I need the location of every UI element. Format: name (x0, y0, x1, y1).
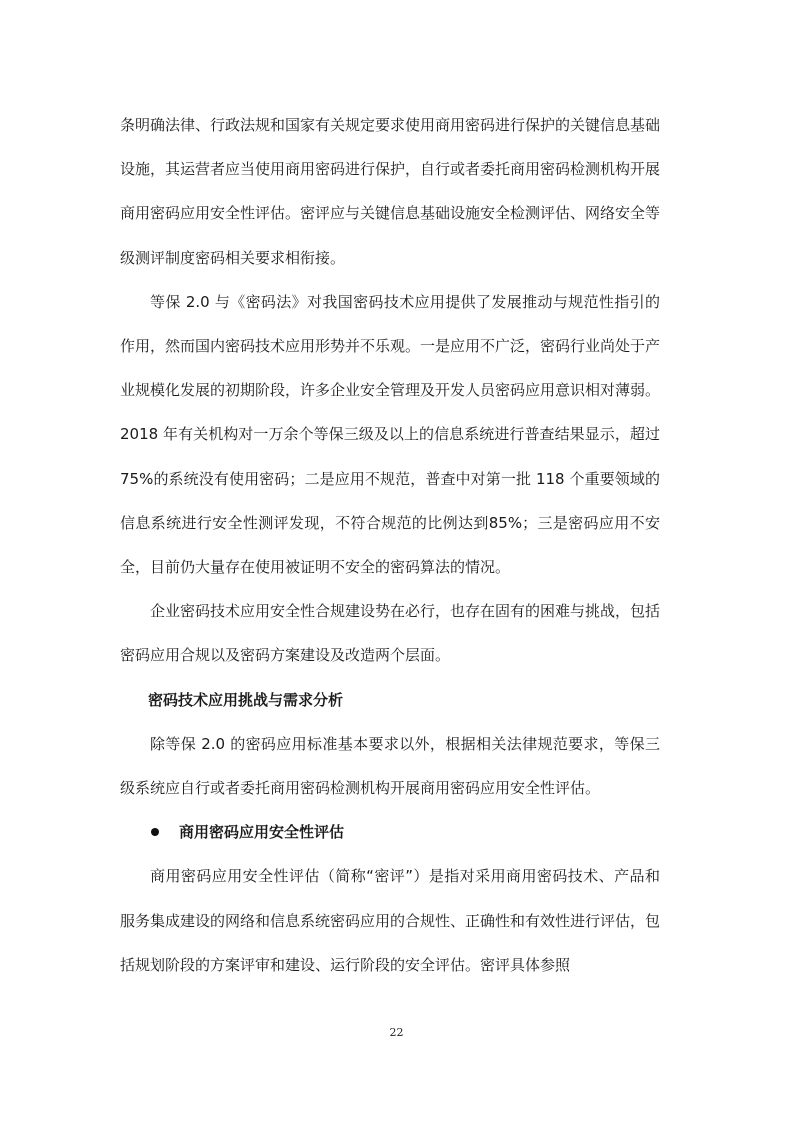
page-number: 22 (389, 1026, 404, 1039)
body-paragraph-3: 企业密码技术应用安全性合规建设势在必行，也存在固有的困难与挑战，包括密码应用合规以及密码方案建设及改造两个层面。 (120, 602, 661, 665)
bullet-heading (120, 810, 660, 854)
body-paragraph-2: 等保 2.0 与《密码法》对我国密码技术应用提供了发展推动与规范性指引的作用，然而国内密码技术应用形势并不乐观。一是应用不广泛，密码行业尚处于产业规模化发展的初期阶段，许多企业安全管理及开发人员密码应用意识相对薄弱。2018 年有关机构对一万余个等保三级及以上的信息系统进行普查结果显示，超过 75%的系统没有使用密码；二是应用不规范，普查中对第一批 118 个重要领域的信息系统进行安全性测评发现，不符合规范的比例达到85%；三是密码应用不安全，目前仍大量存在使用被证明不安全的密码算法的情况。 (120, 292, 661, 577)
section-paragraph: 除等保 2.0 的密码应用标准基本要求以外，根据相关法律规范要求，等保三级系统应自行或者委托商用密码检测机构开展商用密码应用安全性评估。 (120, 734, 660, 798)
bullet-paragraph: 商用密码应用安全性评估（简称“密评”）是指对采用商用密码技术、产品和服务集成建设的网络和信息系统密码应用的合规性、正确性和有效性进行评估，包括规划阶段的方案评审和建设、运行阶段的安全评估。密评具体参照 (120, 867, 661, 974)
section-heading: 密码技术应用挑战与需求分析 (148, 690, 344, 709)
page-body (120, 103, 660, 987)
bullet-heading-text: 商用密码应用安全性评估 (179, 823, 345, 842)
bullet-dot-icon (151, 828, 159, 836)
body-paragraph-1: 条明确法律、行政法规和国家有关规定要求使用商用密码进行保护的关键信息基础设施，其运营者应当使用商用密码进行保护，自行或者委托商用密码检测机构开展商用密码应用安全性评估。密评应与关键信息基础设施安全检测评估、网络安全等级测评制度密码相关要求相衔接。 (120, 116, 661, 267)
